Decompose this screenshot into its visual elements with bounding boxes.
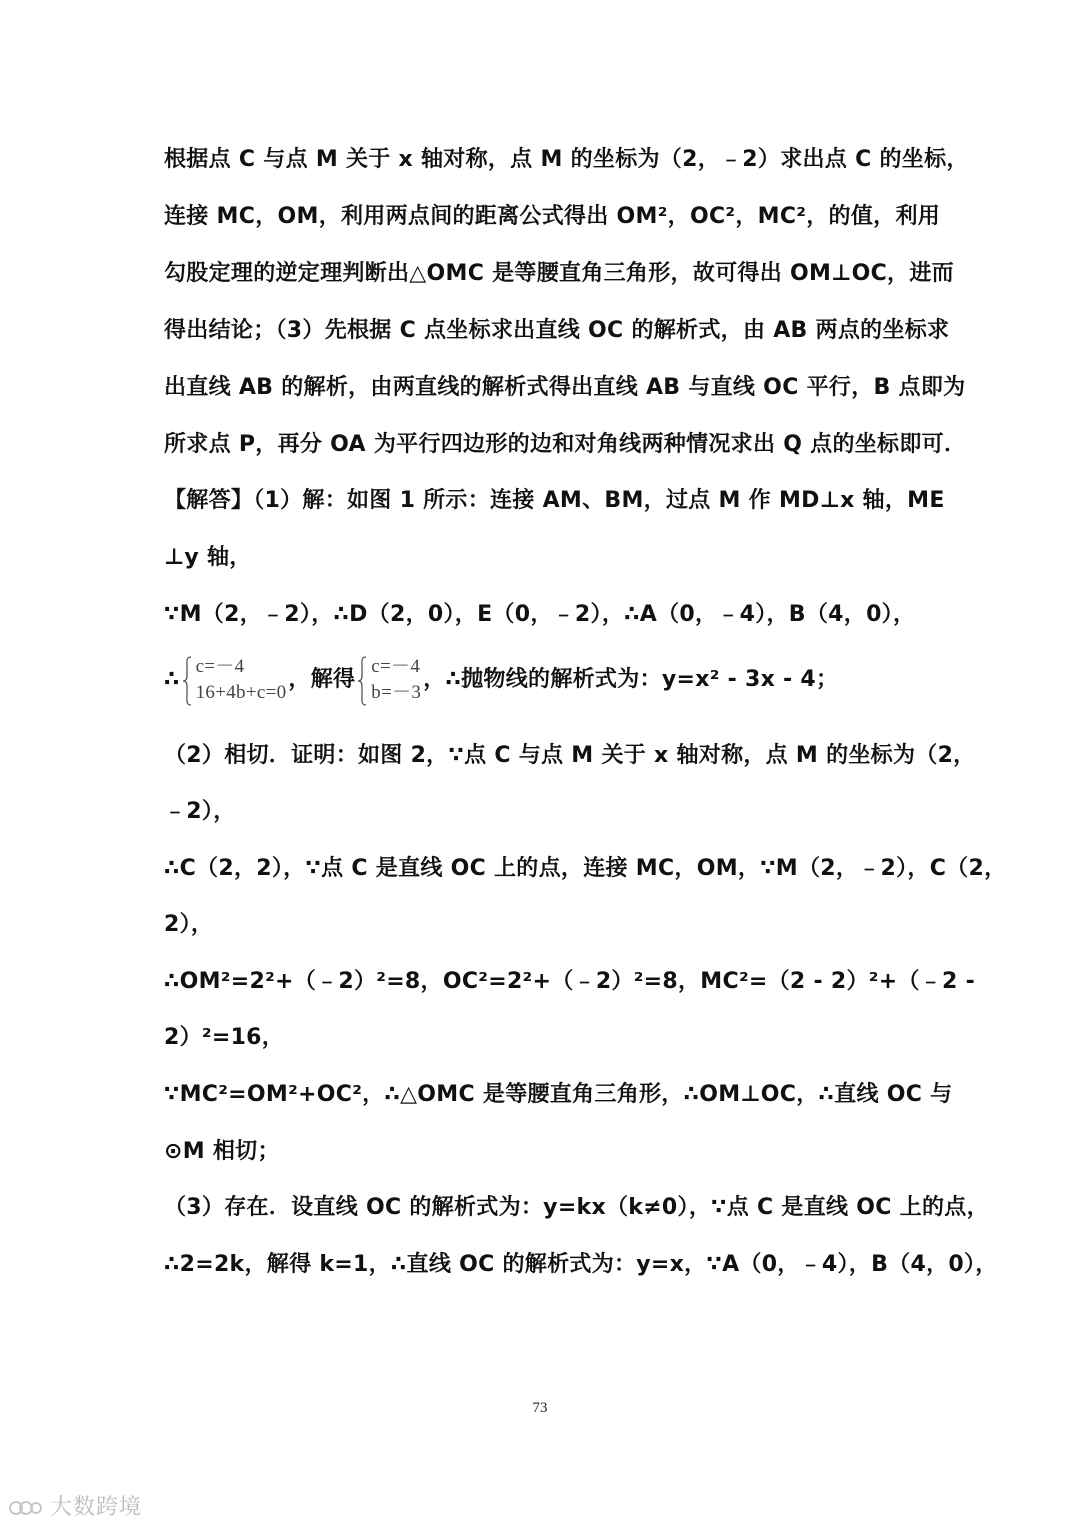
equation-row: c=－4 [195, 656, 245, 677]
text-line: 得出结论；（3）先根据 C 点坐标求出直线 OC 的解析式，由 AB 两点的坐标求 [164, 318, 950, 343]
left-brace-icon [357, 656, 367, 706]
equation-row: c=－4 [371, 656, 421, 677]
equation-row: b=－3 [371, 682, 422, 703]
text-line: ∵MC²=OM²+OC²，∴△OMC 是等腰直角三角形，∴OM⊥OC，∴直线 OC 与 [164, 1082, 953, 1107]
page-number: 73 [532, 1400, 548, 1416]
text-line: （2）相切．证明：如图 2，∵点 C 与点 M 关于 x 轴对称，点 M 的坐标为（2， [164, 743, 976, 768]
text-line: ∴OM²=2²+（﹣2）²=8，OC²=2²+（﹣2）²=8，MC²=（2 - 2）²+（﹣2 - [164, 969, 976, 994]
text-line: ⊙M 相切； [164, 1139, 280, 1164]
equation-system-1 [182, 654, 287, 706]
text-line: 出直线 AB 的解析，由两直线的解析式得出直线 AB 与直线 OC 平行，B 点即为 [164, 375, 966, 400]
watermark-logo-icon [8, 1496, 42, 1520]
text-line: ∵M（2，﹣2），∴D（2，0），E（0，﹣2），∴A（0，﹣4），B（4，0）， [164, 602, 916, 627]
text-line: 连接 MC，OM，利用两点间的距离公式得出 OM²，OC²，MC²，的值，利用 [164, 204, 941, 229]
text-line: 【解答】（1）解：如图 1 所示：连接 AM、BM，过点 M 作 MD⊥x 轴，ME [164, 488, 945, 513]
text-line: 2）， [164, 912, 214, 937]
text-line: ﹣2）， [164, 799, 236, 824]
text-line: ⊥y 轴， [164, 545, 252, 570]
equation-system-2 [357, 654, 421, 706]
equation-row: 16+4b+c=0 [195, 682, 287, 703]
watermark [8, 1490, 142, 1521]
text-line: ∴2=2k，解得 k=1，∴直线 OC 的解析式为：y=x，∵A（0，﹣4），B（4，0）， [164, 1252, 998, 1277]
text-line: 根据点 C 与点 M 关于 x 轴对称，点 M 的坐标为（2，﹣2）求出点 C 的坐标， [164, 147, 969, 172]
text-line: （3）存在．设直线 OC 的解析式为：y=kx（k≠0），∵点 C 是直线 OC 上的点， [164, 1195, 989, 1220]
text-line: 2）²=16， [164, 1025, 285, 1050]
solve-text: ，解得 [288, 667, 356, 692]
text-line: 所求点 P，再分 OA 为平行四边形的边和对角线两种情况求出 Q 点的坐标即可． [164, 432, 967, 457]
parabola-result: ，∴抛物线的解析式为：y=x² - 3x - 4； [423, 667, 839, 692]
text-line: ∴C（2，2），∵点 C 是直线 OC 上的点，连接 MC，OM，∵M（2，﹣2），C（2， [164, 856, 1007, 881]
text-line: 勾股定理的逆定理判断出△OMC 是等腰直角三角形，故可得出 OM⊥OC，进而 [164, 261, 954, 286]
watermark-text: 大数跨境 [50, 1495, 143, 1520]
left-brace-icon [182, 656, 192, 706]
therefore-symbol: ∴ [164, 667, 180, 692]
equation-system-line [164, 652, 934, 708]
